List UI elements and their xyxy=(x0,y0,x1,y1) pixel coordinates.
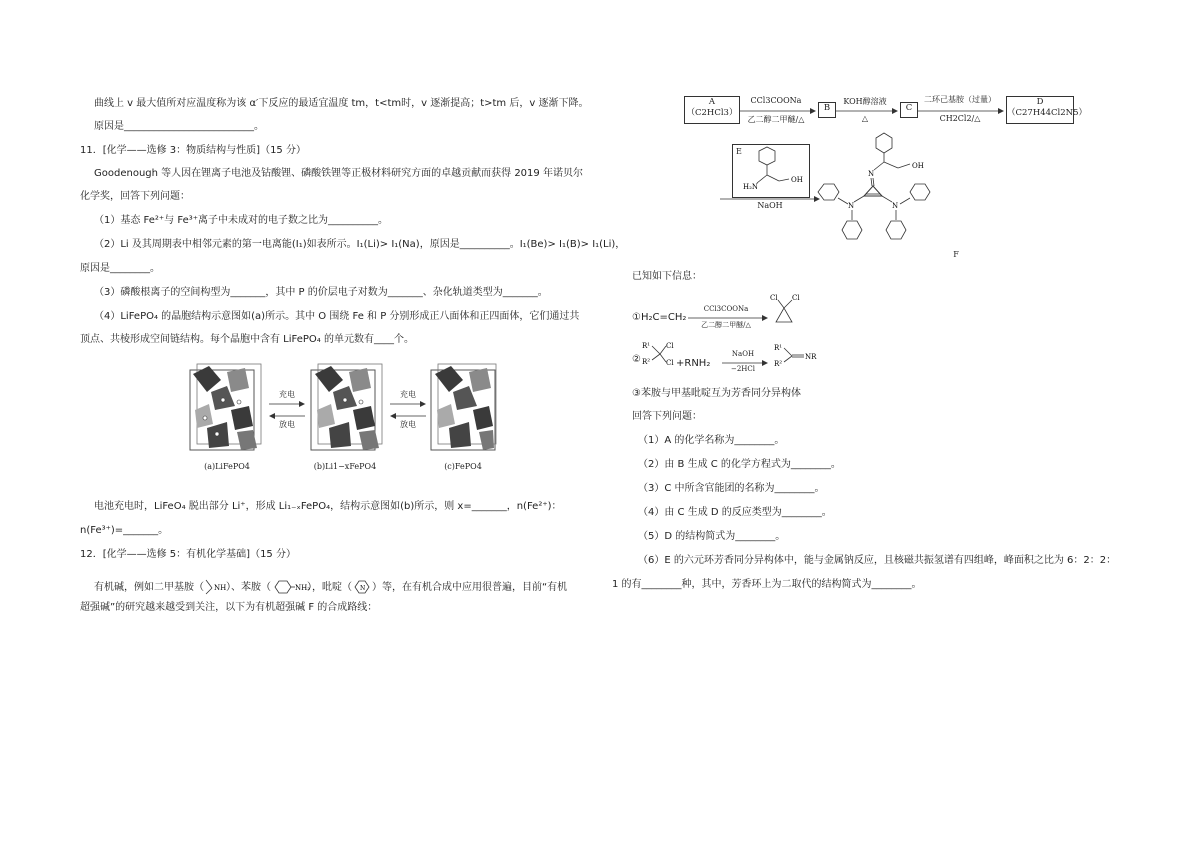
text-line: 原因是________。 xyxy=(80,263,160,274)
compound-box-a: A （C2HCl3） xyxy=(684,96,740,124)
reagent-label: CCl3COONa xyxy=(703,305,749,313)
figure-caption: (b)Li1−xFePO4 xyxy=(313,462,377,471)
svg-text:R¹: R¹ xyxy=(774,344,783,352)
figure-caption: (a)LiFePO4 xyxy=(204,462,250,471)
question-12-2: （2）由 B 生成 C 的化学方程式为________。 xyxy=(638,459,841,470)
svg-text:NH₂: NH₂ xyxy=(295,584,311,592)
svg-text:NH: NH xyxy=(214,584,227,592)
reagent-label: NaOH xyxy=(757,201,783,210)
text-line: 已知如下信息： xyxy=(632,271,702,282)
info-1-reactant: ①H₂C=CH₂ xyxy=(632,312,687,323)
question-12-6: （6）E 的六元环芳香同分异构体中，能与金属钠反应，且核磁共振氢谱有四组峰，峰面积之比为 6：2：2： xyxy=(638,555,1117,566)
dichlorocyclopropane-structure xyxy=(770,292,810,328)
question-11-4: （4）LiFePO₄ 的晶胞结构示意图如(a)所示。其中 O 围绕 Fe 和 P 分别形成正八面体和正四面体，它们通过共 xyxy=(94,311,580,322)
text-line: n(Fe³⁺)=_______。 xyxy=(80,525,169,536)
condition-label: 乙二醇二甲醚/△ xyxy=(747,115,805,124)
condition-label: −2HCl xyxy=(730,365,756,373)
condition-label: △ xyxy=(861,114,869,123)
svg-text:N: N xyxy=(892,202,899,210)
svg-text:R²: R² xyxy=(774,360,783,368)
question-11-title: 11．[化学——选修 3：物质结构与性质]（15 分） xyxy=(80,145,306,156)
cell-c xyxy=(431,364,496,450)
svg-text:OH: OH xyxy=(791,176,803,184)
condition-label: CH2Cl2/△ xyxy=(939,114,981,123)
svg-text:R²: R² xyxy=(642,358,651,366)
question-12-4: （4）由 C 生成 D 的反应类型为________。 xyxy=(638,507,832,518)
question-11-2: （2）Li 及其周期表中相邻元素的第一电离能(I₁)如表所示。I₁(Li)> I₁(Na)，原因是__________。I₁(Be)> I₁(B)> I₁(Li)， xyxy=(94,239,626,250)
pyridine-structure xyxy=(352,578,372,596)
info-2-number: ② xyxy=(632,354,641,365)
svg-text:Cl: Cl xyxy=(666,342,674,350)
figure-caption: (c)FePO4 xyxy=(444,462,482,471)
arrow-label: 放电 xyxy=(279,420,295,429)
svg-text:Cl: Cl xyxy=(792,294,800,302)
question-11-3: （3）磷酸根离子的空间构型为_______，其中 P 的价层电子对数为_______、杂化轨道类型为_______。 xyxy=(94,287,548,298)
svg-text:N: N xyxy=(848,202,855,210)
text-line: 化学奖，回答下列问题： xyxy=(80,191,190,202)
text-line: 曲线上 v 最大值所对应温度称为该 α′下反应的最适宜温度 tm，t<tm时，v 逐渐提高；t>tm 后，v 逐渐下降。 xyxy=(94,98,589,109)
text-line: 电池充电时，LiFeO₄ 脱出部分 Li⁺，形成 Li₁₋ₓFePO₄，结构示意图如(b)所示，则 x=_______，n(Fe²⁺)： xyxy=(94,501,562,512)
svg-text:Cl: Cl xyxy=(770,294,778,302)
svg-text:N: N xyxy=(360,585,366,592)
reagent-label: CCl3COONa xyxy=(750,96,802,105)
info-2-reagent: +RNH₂ xyxy=(676,358,711,369)
compound-box-b: B xyxy=(818,102,836,118)
reagent-label: KOH醇溶液 xyxy=(843,97,887,106)
text-line: 顶点、共棱形成空间链结构。每个晶胞中含有 LiFePO₄ 的单元数有____个。 xyxy=(80,334,414,345)
text-line: 超强碱”的研究越来越受到关注，以下为有机超强碱 F 的合成路线： xyxy=(80,602,378,613)
text-line: 回答下列问题： xyxy=(632,411,702,422)
aniline-structure xyxy=(271,578,311,596)
compound-e-structure xyxy=(733,145,809,197)
svg-text:N: N xyxy=(868,170,875,178)
question-12-1: （1）A 的化学名称为________。 xyxy=(638,435,785,446)
reagent-label: 二环己基胺（过量） xyxy=(924,95,996,104)
cell-a xyxy=(190,364,261,450)
condition-label: 乙二醇二甲醚/△ xyxy=(701,321,751,329)
arrow-label: 放电 xyxy=(400,420,416,429)
text-line: 原因是__________________________。 xyxy=(94,121,264,132)
reagent-label: NaOH xyxy=(731,350,755,358)
compound-box-c: C xyxy=(900,102,918,118)
cell-b xyxy=(311,364,382,450)
text-line: 1 的有________种，其中，芳香环上为二取代的结构简式为________。 xyxy=(612,579,922,590)
question-11-1: （1）基态 Fe²⁺与 Fe³⁺离子中未成对的电子数之比为__________。 xyxy=(94,215,389,226)
imine-product-structure xyxy=(774,342,826,370)
text-line: 有机碱，例如二甲基胺（ NH ）、苯胺（ NH₂ ），吡啶（ N ）等，在有机合成中应用很普遍，目前“有机 xyxy=(94,578,567,596)
question-12-3: （3）C 中所含官能团的名称为________。 xyxy=(638,483,825,494)
info-3: ③苯胺与甲基吡啶互为芳香同分异构体 xyxy=(632,388,801,399)
dimethylamine-structure xyxy=(204,578,226,596)
question-12-5: （5）D 的结构简式为________。 xyxy=(638,531,786,542)
compound-box-e: E H₂N OH xyxy=(732,144,810,198)
compound-f-structure xyxy=(812,128,952,260)
svg-text:OH: OH xyxy=(912,162,924,170)
question-12-title: 12．[化学——选修 5：有机化学基础]（15 分） xyxy=(80,549,296,560)
arrow-label: 充电 xyxy=(400,390,416,399)
svg-text:R¹: R¹ xyxy=(642,342,651,350)
text-line: Goodenough 等人因在锂离子电池及钴酸锂、磷酸铁锂等正极材料研究方面的卓越贡献而获得 2019 年诺贝尔 xyxy=(94,168,583,179)
arrow-label: 充电 xyxy=(279,390,295,399)
svg-text:H₂N: H₂N xyxy=(743,183,759,191)
svg-text:Cl: Cl xyxy=(666,359,674,367)
svg-text:NR: NR xyxy=(805,353,817,361)
compound-f-label: F xyxy=(953,250,959,259)
compound-box-d: D （C27H44Cl2N5） xyxy=(1006,96,1074,124)
crystal-figure xyxy=(187,362,497,482)
